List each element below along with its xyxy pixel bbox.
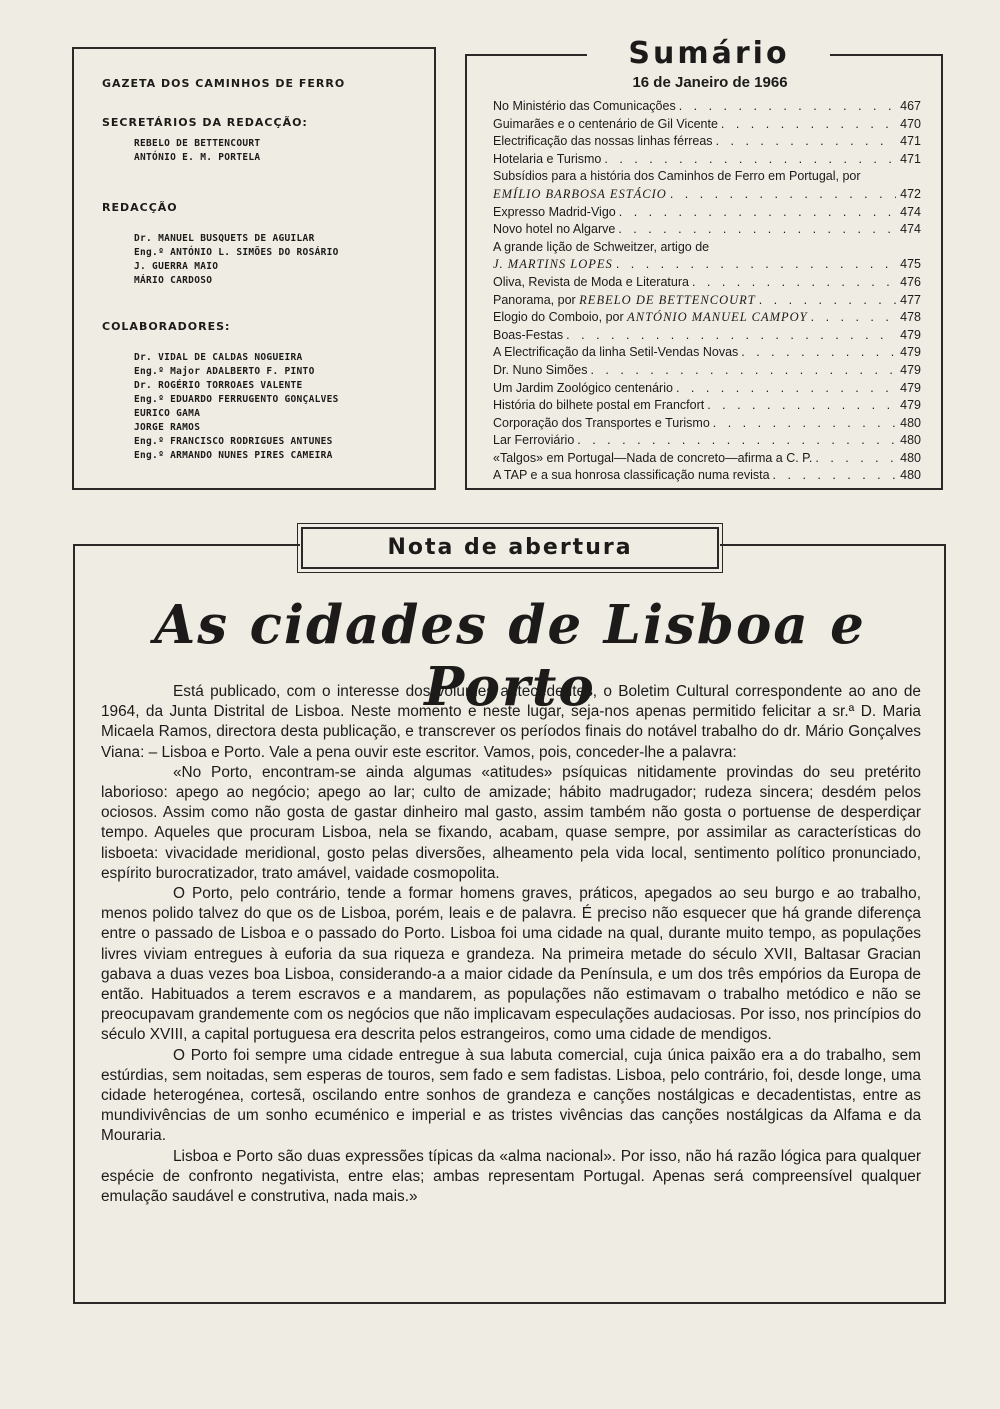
staff-name: Dr. VIDAL DE CALDAS NOGUEIRA	[134, 352, 303, 363]
nota-label: Nota de abertura	[301, 527, 719, 569]
staff-name: MÁRIO CARDOSO	[134, 275, 213, 286]
toc-page: 477	[900, 292, 921, 307]
toc-leader	[811, 309, 896, 327]
toc-leader	[676, 380, 896, 398]
toc-page: 479	[900, 380, 921, 395]
toc-page: 478	[900, 310, 921, 325]
table-of-contents	[493, 98, 921, 485]
staff-name: J. GUERRA MAIO	[134, 261, 219, 272]
toc-item	[493, 292, 921, 310]
staff-name: Eng.º ANTÓNIO L. SIMÕES DO ROSÁRIO	[134, 247, 339, 258]
summary-date: 16 de Janeiro de 1966	[632, 74, 788, 91]
toc-item	[493, 151, 921, 169]
nota-rule-right	[720, 544, 946, 546]
toc-leader	[707, 397, 896, 415]
article-paragraph: «No Porto, encontram-se ainda algumas «atitudes» psíquicas nitidamente provindas do seu pretérito laborioso: apego ao negócio; apego ao lar; culto de amizade; hábito madrugador; rudeza sincera; desdém pelos ociosos. Assim como não gosta de gastar dinheiro mal gasto, assim também não gosta o portuense de desperdiçar tempo. Aqueles que procuram Lisboa, nela se fixando, acabam, quase sempre, por assimilar as características do lisboeta: vivacidade meridional, gosto pelas diversões, alheamento pela vida local, sentimento político pronunciado, espírito burocratizador, trato amável, vaidade cosmopolita.	[101, 763, 921, 882]
toc-item-text: No Ministério das Comunicações	[493, 99, 676, 113]
toc-item	[493, 309, 921, 327]
toc-item	[493, 380, 921, 398]
masthead: GAZETA DOS CAMINHOS DE FERRO	[102, 77, 346, 90]
toc-item-text: Boas-Festas	[493, 327, 564, 342]
contributors-list	[134, 351, 434, 463]
toc-item	[493, 98, 921, 116]
staff-name: Dr. MANUEL BUSQUETS DE AGUILAR	[134, 233, 315, 244]
toc-page: 467	[900, 99, 921, 113]
staff-name: Eng.º EDUARDO FERRUGENTO GONÇALVES	[134, 394, 339, 405]
toc-item-text: Guimarães e o centenário de Gil Vicente	[493, 116, 718, 131]
article-body	[101, 682, 921, 1207]
toc-item-text: A Electrificação da linha Setil-Vendas Novas	[493, 345, 739, 360]
toc-item	[493, 116, 921, 134]
toc-leader	[566, 327, 896, 345]
toc-item-text: Oliva, Revista de Moda e Literatura	[493, 274, 689, 289]
toc-item	[493, 239, 921, 274]
toc-page: 480	[900, 415, 921, 430]
staff-name: JORGE RAMOS	[134, 422, 201, 433]
toc-leader	[815, 450, 896, 468]
toc-item-text: Um Jardim Zoológico centenário	[493, 380, 673, 395]
toc-item	[493, 467, 921, 485]
toc-page: 479	[900, 327, 921, 342]
toc-item	[493, 221, 921, 239]
toc-item	[493, 204, 921, 222]
toc-item-text: Expresso Madrid-Vigo	[493, 204, 616, 219]
editorial-list	[134, 232, 434, 288]
toc-page: 476	[900, 274, 921, 289]
toc-item	[493, 133, 921, 151]
toc-page: 474	[900, 222, 921, 237]
toc-item	[493, 274, 921, 292]
toc-leader	[713, 415, 896, 433]
staff-name: Eng.º Major ADALBERTO F. PINTO	[134, 366, 315, 377]
toc-leader	[604, 151, 896, 169]
article-paragraph: Lisboa e Porto são duas expressões típicas da «alma nacional». Por isso, não há razão lógica para qualquer espécie de confronto negativista, entre elas; ambas representam Portugal. Apenas será compreensível qualquer emulação saudável e construtiva, nada mais.»	[101, 1147, 921, 1206]
toc-leader	[692, 274, 896, 292]
toc-leader	[721, 116, 896, 134]
toc-item	[493, 362, 921, 380]
toc-leader	[716, 133, 896, 151]
summary-rule-left	[465, 54, 587, 56]
secretaries-list	[134, 137, 434, 165]
toc-item-text: Panorama, por	[493, 292, 576, 307]
summary-title: Sumário	[628, 36, 790, 71]
staff-name: EURICO GAMA	[134, 408, 201, 419]
staff-name: Dr. ROGÉRIO TORROAES VALENTE	[134, 380, 303, 391]
toc-item-author: REBELO DE BETTENCOURT	[579, 292, 756, 307]
toc-item-text: Elogio do Comboio, por	[493, 310, 624, 325]
toc-page: 480	[900, 468, 921, 483]
toc-leader	[773, 467, 896, 485]
article-paragraph: O Porto, pelo contrário, tende a formar homens graves, práticos, apegados ao seu burgo e ao trabalho, menos polido talvez do que os de Lisboa, porém, leais e de palavra. É preciso não esquecer que há grande diferença entre o passado de Lisboa e o passado do Porto. Lisboa foi uma cidade na qual, durante muito tempo, as populações livres viviam entregues à euforia da sua riqueza e grandeza. Na primeira metade do século XVII, Baltasar Gracian gabava a duas vezes boa Lisboa, considerando-a a maior cidade da Península, e um dos três empórios da Europa de então. Habituados a terem escravos e a mandarem, as populações não estimavam o trabalho metódico e não se preocupavam grandemente com os negócios que não implicavam especulações audaciosas. Por isso, nos princípios do século XVIII, a capital portuguesa era descrita pelos estrangeiros, como uma cidade de mendigos.	[101, 885, 921, 1044]
staff-name: Eng.º FRANCISCO RODRIGUES ANTUNES	[134, 436, 333, 447]
toc-item-text: A grande lição de Schweitzer, artigo de	[493, 239, 710, 254]
toc-item	[493, 168, 921, 203]
toc-item-text: A TAP e a sua honrosa classificação numa revista	[493, 468, 770, 483]
toc-item	[493, 415, 921, 433]
toc-page: 479	[900, 345, 921, 360]
summary-rule-right	[830, 54, 943, 56]
toc-page: 471	[900, 134, 921, 149]
toc-leader	[616, 256, 896, 274]
toc-item	[493, 397, 921, 415]
secretaries-heading: SECRETÁRIOS DA REDACÇÃO:	[102, 116, 308, 129]
toc-page: 479	[900, 362, 921, 377]
toc-page: 480	[900, 433, 921, 448]
toc-page: 470	[900, 116, 921, 131]
toc-leader	[759, 292, 896, 310]
toc-leader	[619, 204, 896, 222]
toc-page: 475	[900, 257, 921, 272]
article-paragraph: Está publicado, com o interesse dos volumes antecedentes, o Boletim Cultural correspondente ao ano de 1964, da Junta Distrital de Lisboa. Neste momento e neste lugar, seja-nos apenas permitido felicitar a sr.ª D. Maria Micaela Ramos, directora desta publicação, e transcrever os períodos finais do notável trabalho do dr. Mário Gonçalves Viana: – Lisboa e Porto. Vale a pena ouvir este escritor. Vamos, pois, conceder-lhe a palavra:	[101, 683, 921, 761]
staff-box	[72, 47, 436, 490]
toc-leader	[590, 362, 896, 380]
article-headline: As cidades de Lisboa e Porto	[154, 594, 866, 718]
toc-page: 474	[900, 204, 921, 219]
article-paragraph: O Porto foi sempre uma cidade entregue à sua labuta comercial, cuja única paixão era a do trabalho, sem estúrdias, sem noitadas, sem esperas de touros, sem fado e sem fadistas. Lisboa, pelo contrário, foi, desde longe, uma cidade heterogénea, cortesã, oscilando entre sonhos de grandeza e canções nostálgicas e decadentistas, entre as mundivivências de um sonho ecuménico e imperial e as tristes vivências das canções nostálgicas da Alfama e da Mouraria.	[101, 1046, 921, 1145]
toc-page: 479	[900, 398, 921, 413]
toc-item	[493, 327, 921, 345]
toc-item	[493, 432, 921, 450]
toc-page: 480	[900, 450, 921, 465]
toc-leader	[741, 344, 896, 362]
toc-item-text: Lar Ferroviário	[493, 433, 575, 448]
toc-item-text: Corporação dos Transportes e Turismo	[493, 415, 710, 430]
toc-item	[493, 344, 921, 362]
staff-name: REBELO DE BETTENCOURT	[134, 138, 261, 149]
toc-leader	[679, 98, 896, 116]
toc-leader	[618, 221, 896, 239]
editorial-heading: REDACÇÃO	[102, 201, 178, 214]
toc-item-text: Dr. Nuno Simões	[493, 362, 588, 377]
toc-page: 471	[900, 151, 921, 166]
toc-item-text: Electrificação das nossas linhas férreas	[493, 134, 713, 149]
toc-leader	[670, 186, 896, 204]
nota-rule-left	[73, 544, 300, 546]
toc-item-author: ANTÓNIO MANUEL CAMPOY	[627, 310, 808, 325]
toc-item-text: Novo hotel no Algarve	[493, 222, 616, 237]
staff-name: ANTÓNIO E. M. PORTELA	[134, 152, 261, 163]
toc-item-text: Hotelaria e Turismo	[493, 151, 602, 166]
staff-name: Eng.º ARMANDO NUNES PIRES CAMEIRA	[134, 450, 333, 461]
toc-leader	[577, 432, 896, 450]
toc-page: 472	[900, 186, 921, 201]
toc-item-text: Subsídios para a história dos Caminhos de Ferro em Portugal, por	[493, 169, 861, 184]
contributors-heading: COLABORADORES:	[102, 320, 231, 333]
toc-item-text: História do bilhete postal em Francfort	[493, 398, 705, 413]
toc-item	[493, 450, 921, 468]
toc-item-text: «Talgos» em Portugal—Nada de concreto—afirma a C. P.	[493, 450, 813, 465]
toc-item-author: J. MARTINS LOPES	[493, 257, 613, 272]
toc-item-author: EMÍLIO BARBOSA ESTÁCIO	[493, 186, 667, 201]
